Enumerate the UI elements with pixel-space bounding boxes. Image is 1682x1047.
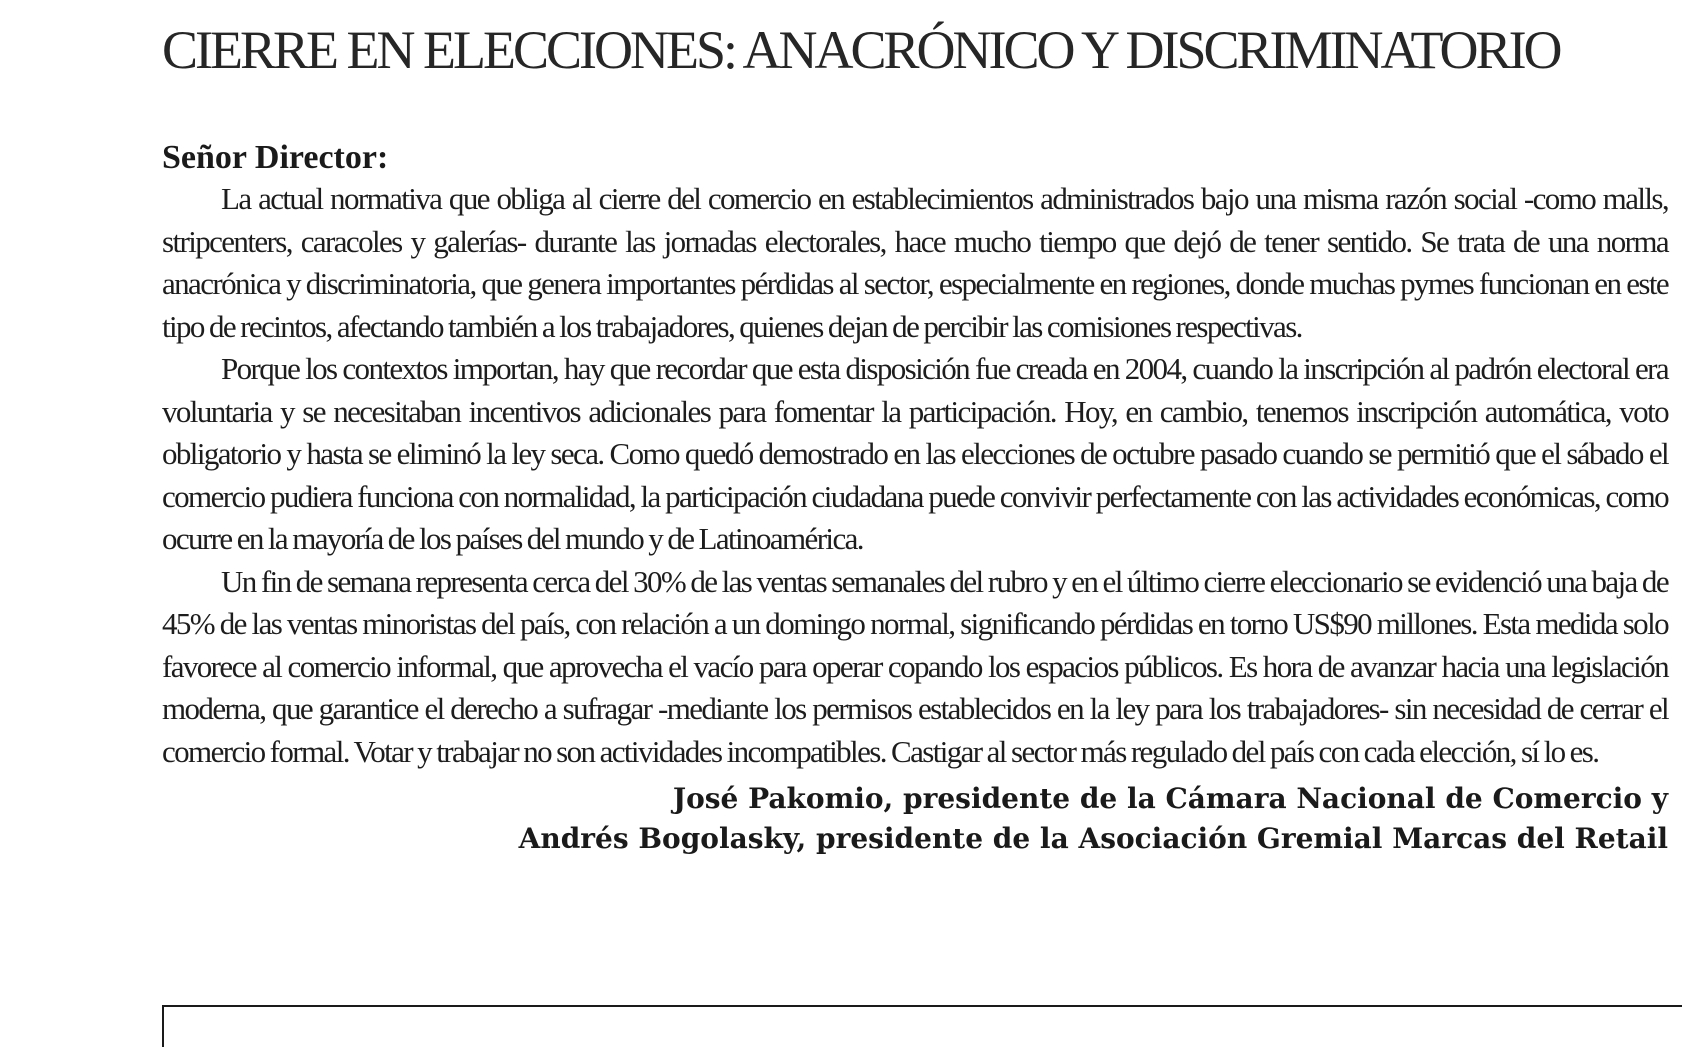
article-headline: CIERRE EN ELECCIONES: ANACRÓNICO Y DISCRIMINATORIO: [162, 20, 1560, 80]
letter-salutation: Señor Director:: [162, 139, 389, 176]
signature-line-1: José Pakomio, presidente de la Cámara Nacional de Comercio y: [672, 782, 1668, 815]
letter-article: [162, 14, 1668, 859]
next-article-frame: [162, 1005, 1682, 1047]
signature-line-2: Andrés Bogolasky, presidente de la Asociación Gremial Marcas del Retail: [518, 822, 1668, 855]
letter-signature: [162, 779, 1668, 859]
letter-body: [162, 178, 1668, 773]
body-paragraph-1: La actual normativa que obliga al cierre del comercio en establecimientos administrados bajo una misma razón social -como malls, stripcenters, caracoles y galerías- durante las jornadas electorales, hace mucho tiempo que dejó de tener sentido. Se trata de una norma anacrónica y discriminatoria, que genera importantes pérdidas al sector, especialmente en regiones, donde muchas pymes funcionan en este tipo de recintos, afectando también a los trabajadores, quienes dejan de percibir las comisiones respectivas.: [162, 181, 1668, 344]
body-paragraph-3: Un fin de semana representa cerca del 30% de las ventas semanales del rubro y en el último cierre eleccionario se evidenció una baja de 45% de las ventas minoristas del país, con relación a un domingo normal, significando pérdidas en torno US$90 millones. Esta medida solo favorece al comercio informal, que aprovecha el vacío para operar copando los espacios públicos. Es hora de avanzar hacia una legislación moderna, que garantice el derecho a sufragar -mediante los permisos establecidos en la ley para los trabajadores- sin necesidad de cerrar el comercio formal. Votar y trabajar no son actividades incompatibles. Castigar al sector más regulado del país con cada elección, sí lo es.: [162, 563, 1668, 769]
body-paragraph-2: Porque los contextos importan, hay que recordar que esta disposición fue creada en 2004, cuando la inscripción al padrón electoral era voluntaria y se necesitaban incentivos adicionales para fomentar la participación. Hoy, en cambio, tenemos inscripción automática, voto obligatorio y hasta se eliminó la ley seca. Como quedó demostrado en las elecciones de octubre pasado cuando se permitió que el sábado el comercio pudiera funciona con normalidad, la participación ciudadana puede convivir perfectamente con las actividades económicas, como ocurre en la mayoría de los países del mundo y de Latinoamérica.: [162, 351, 1668, 556]
